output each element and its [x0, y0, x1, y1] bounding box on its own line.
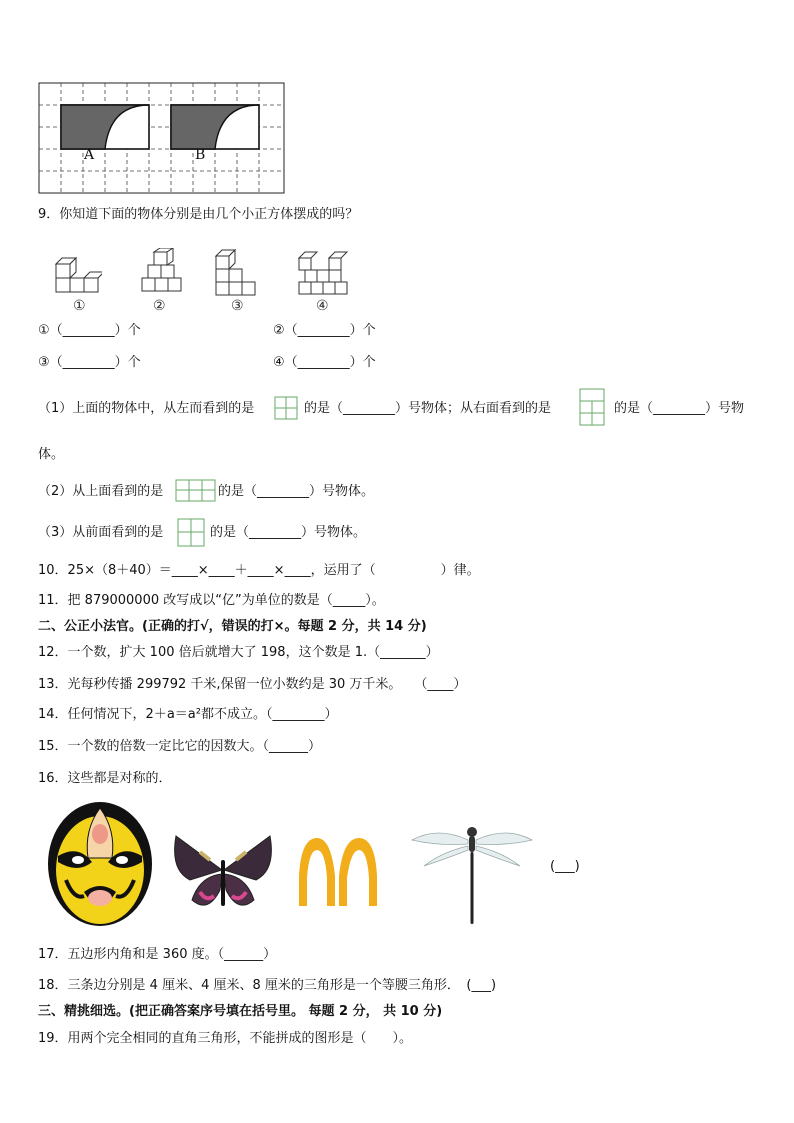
- cube-stack-3: [214, 244, 262, 298]
- view-tall-right-icon: [579, 388, 607, 428]
- q17: 17．五边形内角和是 360 度。（______）: [38, 947, 277, 962]
- q13: 13．光每秒传播 299792 千米,保留一位小数约是 30 万千米。 （____）: [38, 677, 467, 692]
- q9-answer-4: ④（________）个: [273, 355, 376, 370]
- q9-part1-d: 体。: [38, 447, 65, 462]
- section-2-header: 二、公正小法官。(正确的打√，错误的打×。每题 2 分，共 14 分): [38, 619, 427, 634]
- q16: 16．这些都是对称的．: [38, 771, 172, 786]
- q14: 14．任何情况下，2＋a＝a²都不成立。（________）: [38, 707, 338, 722]
- q9-question: 9．你知道下面的物体分别是由几个小正方体摆成的吗？: [38, 207, 359, 222]
- obj-label-2: ②: [153, 298, 166, 314]
- q9-part1-b: 的是（________）号物体；从右面看到的是: [304, 401, 552, 416]
- q18: 18．三条边分别是 4 厘米、4 厘米、8 厘米的三角形是一个等腰三角形． (___): [38, 978, 497, 993]
- q9-answer-1: ①（________）个: [38, 323, 141, 338]
- grid-figure-ab: [38, 82, 288, 196]
- figure-label-a: A: [84, 147, 95, 163]
- dragonfly-image: [408, 816, 536, 928]
- view-top-grid-icon: [175, 479, 217, 503]
- q15: 15．一个数的倍数一定比它的因数大。（______）: [38, 739, 322, 754]
- q10: 10．25×（8＋40）＝____×____＋____×____，运用了（ ）律。: [38, 563, 480, 578]
- section-3-header: 三、精挑细选。(把正确答案序号填在括号里。 每题 2 分， 共 10 分): [38, 1004, 443, 1019]
- opera-mask-image: [44, 800, 156, 928]
- q9-answer-2: ②（________）个: [273, 323, 376, 338]
- q9-part3-a: （3）从前面看到的是: [38, 525, 164, 540]
- butterfly-image: [170, 830, 276, 922]
- q9-part2-b: 的是（________）号物体。: [218, 484, 375, 499]
- figure-label-b: B: [195, 147, 206, 163]
- mcdonalds-logo: [297, 836, 381, 908]
- q9-part2-a: （2）从上面看到的是: [38, 484, 164, 499]
- obj-label-4: ④: [316, 298, 329, 314]
- q19: 19．用两个完全相同的直角三角形，不能拼成的图形是（ ）。: [38, 1031, 413, 1046]
- cube-stack-4: [297, 244, 351, 298]
- obj-label-1: ①: [73, 298, 86, 314]
- q9-part3-b: 的是（________）号物体。: [210, 525, 367, 540]
- view-2x2-left-icon: [274, 396, 298, 420]
- q9-answer-3: ③（________）个: [38, 355, 141, 370]
- q12: 12．一个数，扩大 100 倍后就增大了 198，这个数是 1.（_______）: [38, 645, 439, 660]
- cube-stack-1: [54, 254, 102, 298]
- q9-part1-a: （1）上面的物体中，从左而看到的是: [38, 401, 255, 416]
- q11: 11．把 879000000 改写成以“亿”为单位的数是（_____）。: [38, 593, 385, 608]
- obj-label-3: ③: [231, 298, 244, 314]
- view-front-grid-icon: [177, 518, 205, 548]
- q9-part1-c: 的是（________）号物: [614, 401, 745, 416]
- cube-stack-2: [140, 248, 184, 298]
- q16-blank: (___): [550, 859, 580, 874]
